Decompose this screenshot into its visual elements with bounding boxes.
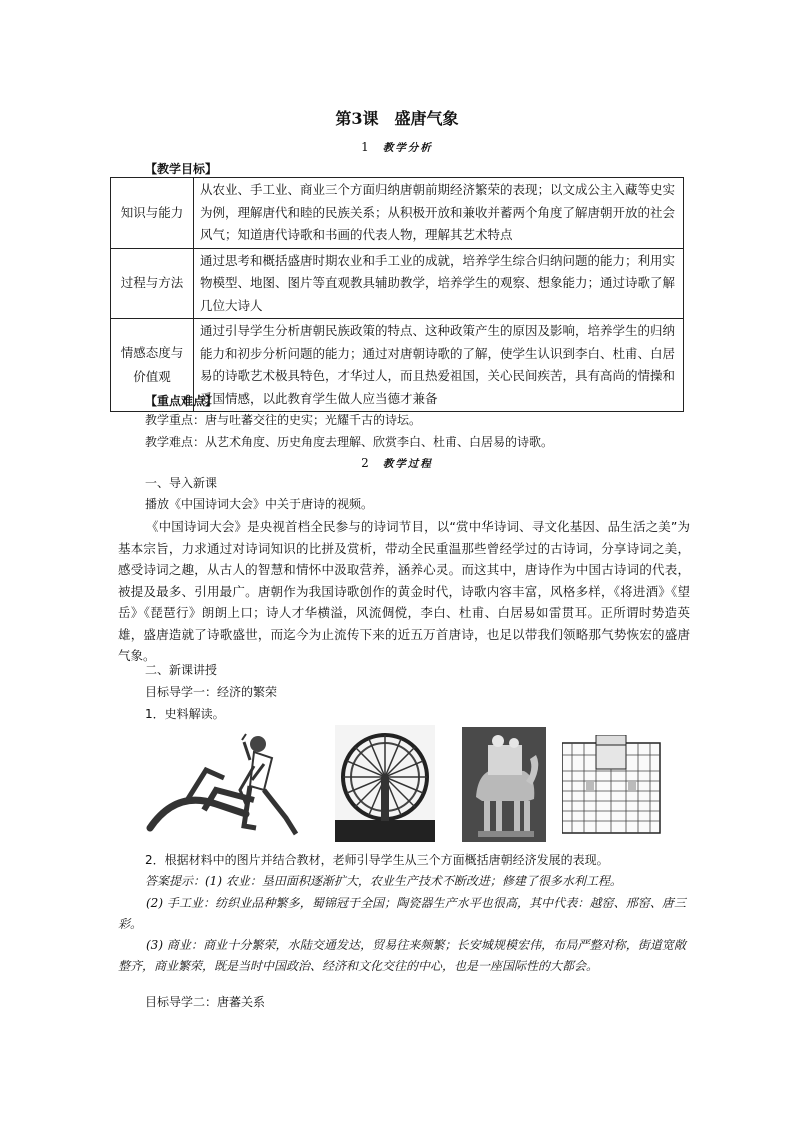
goals-row <box>111 178 684 249</box>
tang-sancai-camel-photo <box>462 727 546 842</box>
step1: 1．史料解读。 <box>145 707 225 721</box>
intro-line: 播放《中国诗词大会》中关于唐诗的视频。 <box>145 497 374 511</box>
part2-heading: 二、新课讲授 <box>145 663 218 677</box>
goal-label: 情感态度与价值观 <box>111 319 194 412</box>
process-text: 教学过程 <box>382 458 433 470</box>
camel-svg <box>462 727 546 842</box>
goals-table <box>110 177 684 412</box>
step2: 2．根据材料中的图片并结合教材，老师引导学生从三个方面概括唐朝经济发展的表现。 <box>145 853 609 867</box>
part1-heading: 一、导入新课 <box>145 476 218 490</box>
difficulty: 教学难点：从艺术角度、历史角度去理解、欣赏李白、杜甫、白居易的诗歌。 <box>145 435 554 449</box>
answer-commerce: (3) 商业：商业十分繁荣，水陆交通发达，贸易往来频繁；长安城规模宏伟，布局严整对称，街道宽敞整齐，商业繁荣，既是当时中国政治、经济和文化交往的中心，也是一座国际性的大都会。 <box>118 938 686 973</box>
plow-svg <box>146 730 316 842</box>
process-number: 2 <box>361 456 369 470</box>
city-map-svg <box>562 735 662 835</box>
plow-illustration <box>146 730 316 842</box>
goals-heading: 【教学目标】 <box>145 162 218 176</box>
intro-paragraph: 《中国诗词大会》是央视首档全民参与的诗词节目，以“赏中华诗词、寻文化基因、品生活之美”为基本宗旨，力求通过对诗词知识的比拼及赏析，带动全民重温那些曾经学过的古诗词，分享诗词之美，感受诗词之趣，从古人的智慧和情怀中汲取营养，涵养心灵。而这其中，唐诗作为中国古诗词的代表，被提及最多、引用最广。唐朝作为我国诗歌创作的黄金时代，诗歌内容丰富，风格多样，《将进酒》《望岳》《琵琶行》朗朗上口；诗人才华横溢，风流倜傥，李白、杜甫、白居易如雷贯耳。正所谓时势造英雄，盛唐造就了诗歌盛世，而迄今为止流传下来的近五万首唐诗，也足以带我们领略那气势恢宏的盛唐气象。 <box>118 519 690 663</box>
goal-content: 从农业、手工业、商业三个方面归纳唐朝前期经济繁荣的表现；以文成公主入藏等史实为例，理解唐代和睦的民族关系；从积极开放和兼收并蓄两个角度了解唐朝开放的社会风气；知道唐代诗歌和书画的代表人物，理解其艺术特点 <box>194 178 684 249</box>
goal-label: 知识与能力 <box>111 178 194 249</box>
analysis-heading <box>0 140 794 155</box>
key-point: 教学重点：唐与吐蕃交往的史实；光耀千古的诗坛。 <box>145 413 422 427</box>
target2-heading: 目标导学二：唐蕃关系 <box>145 995 266 1009</box>
key-heading: 【重点难点】 <box>145 394 218 408</box>
changan-city-map <box>562 735 662 835</box>
analysis-text: 教学分析 <box>382 142 433 154</box>
goal-content: 通过引导学生分析唐朝民族政策的特点、这种政策产生的原因及影响，培养学生的归纳能力和初步分析问题的能力；通过对唐朝诗歌的了解，使学生认识到李白、杜甫、白居易的诗歌艺术极具特色，才华过人，而且热爱祖国，关心民间疾苦，具有高尚的情操和爱国情感，以此教育学生做人应当德才兼备 <box>194 319 684 412</box>
analysis-number: 1 <box>361 140 369 154</box>
waterwheel-model-photo <box>335 725 435 842</box>
answer-handicraft: (2) 手工业：纺织业品种繁多，蜀锦冠于全国；陶瓷器生产水平也很高，其中代表：越窑、邢窑、唐三彩。 <box>118 896 686 931</box>
process-heading <box>0 456 794 471</box>
goal-content: 通过思考和概括盛唐时期农业和手工业的成就，培养学生综合归纳问题的能力；利用实物模型、地图、图片等直观教具辅助教学，培养学生的观察、想象能力；通过诗歌了解几位大诗人 <box>194 248 684 319</box>
waterwheel-svg <box>335 725 435 842</box>
goal-label: 过程与方法 <box>111 248 194 319</box>
lesson-title: 第3课 盛唐气象 <box>335 109 459 128</box>
target1-heading: 目标导学一：经济的繁荣 <box>145 685 278 699</box>
goals-row <box>111 248 684 319</box>
answer-agriculture: 答案提示：(1) 农业：垦田面积逐渐扩大，农业生产技术不断改进；修建了很多水利工程。 <box>145 874 622 888</box>
